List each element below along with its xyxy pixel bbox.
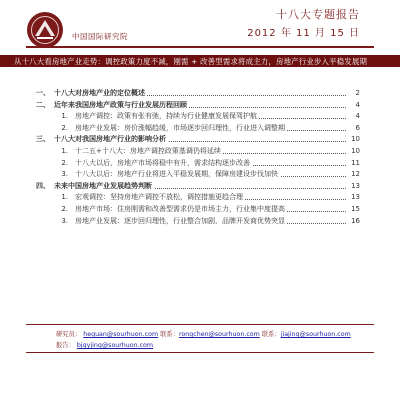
- toc-entry-number: 1.: [61, 147, 68, 155]
- toc-entry[interactable]: [0, 123, 400, 135]
- toc-entry-page: 4: [348, 111, 360, 122]
- toc-entry-number: 1.: [61, 112, 68, 121]
- report-type: 十八大专题报告: [276, 8, 360, 21]
- footer-researcher-label: 研究员：: [56, 331, 82, 338]
- toc-entry-number: 二、: [36, 100, 50, 109]
- toc-entry-number: 三、: [36, 135, 50, 144]
- toc-entry-number: 2.: [61, 158, 68, 167]
- toc-entry[interactable]: [0, 100, 400, 112]
- toc-entry-label: 十二五+十八大：房地产调控政策基调仍将延续: [75, 147, 221, 155]
- header-rule: [26, 46, 374, 48]
- report-date: 2012 年 11 月 15 日: [247, 28, 360, 39]
- toc-entry[interactable]: [0, 169, 400, 181]
- footer-contact-email[interactable]: heguan@sourhuon.com: [83, 331, 159, 338]
- toc-entry-label: 房地产业发展：房价涨幅趋缓，市场逐步回归理性，行业进入调整期: [75, 123, 285, 132]
- toc-entry-number: 2.: [61, 123, 68, 132]
- footer-contact-label: 联系：: [261, 331, 281, 338]
- toc-entry[interactable]: [0, 88, 400, 100]
- toc-entry-page: 11: [348, 158, 360, 169]
- toc-entry[interactable]: [0, 192, 400, 204]
- toc-entry-page: 4: [348, 100, 360, 111]
- toc-entry[interactable]: [0, 158, 400, 170]
- toc-entry-number: 2.: [61, 205, 68, 213]
- toc-entry-label: 房地产市场：住房刚需和改善型需求仍是市场主力，行业集中度提高: [75, 205, 285, 213]
- toc-entry-label: 房地产业发展：逐步回归理性，行业整合加剧，品牌开发商优势突显: [75, 216, 285, 225]
- footer-rule-top: [26, 324, 374, 325]
- toc-entry-page: 2: [348, 88, 360, 99]
- footer-contacts: [56, 330, 351, 339]
- toc-entry[interactable]: [0, 134, 400, 146]
- footer-contact-email[interactable]: jiajing@sourhuon.com: [280, 331, 351, 338]
- toc-entry-label: 十八大对我国房地产行业的影响分析: [54, 135, 166, 144]
- toc-entry-number: 3.: [61, 170, 68, 179]
- toc-entry-label: 近年来我国房地产政策与行业发展历程回顾: [54, 100, 187, 109]
- toc-entry[interactable]: [0, 204, 400, 216]
- toc-entry[interactable]: [0, 181, 400, 193]
- toc-entry-page: 12: [348, 169, 360, 180]
- toc-entry-number: 一、: [36, 89, 50, 97]
- toc-entry-label: 房地产调控：政策有张有弛，持续为行业健康发展保驾护航: [75, 112, 257, 121]
- toc-entry[interactable]: [0, 111, 400, 123]
- institute-name: 中国国际研究院: [72, 32, 128, 41]
- footer-contact-email[interactable]: rongchen@sourhuon.com: [179, 331, 260, 338]
- toc-entry-page: 13: [348, 181, 360, 192]
- toc-entry-label: 未来中国房地产业发展趋势判断: [54, 181, 152, 190]
- toc-entry-number: 1.: [61, 193, 68, 202]
- toc-entry-page: 10: [348, 146, 360, 157]
- footer-contact-label: 联系：: [160, 331, 179, 338]
- footer-report-contact: [56, 341, 153, 350]
- toc-entry-page: 13: [348, 192, 360, 203]
- toc-entry-page: 15: [348, 204, 360, 215]
- toc-entry[interactable]: [0, 146, 400, 158]
- report-title: 从十八大看房地产业走势：调控政策力度不减，刚需 + 改善型需求将成主力，房地产行业步入平稳发展期: [14, 57, 368, 66]
- toc-entry-label: 宏观调控：坚持房地产调控不放松，调控措施更趋合理: [75, 193, 243, 202]
- footer-report-label: 报告：: [56, 342, 75, 349]
- toc-entry-label: 十八大对房地产业的定位概述: [54, 89, 145, 97]
- toc-entry-number: 3.: [61, 216, 68, 225]
- toc-entry-page: 16: [348, 216, 360, 227]
- toc-entry-page: 10: [348, 134, 360, 145]
- toc-entry[interactable]: [0, 216, 400, 228]
- toc-entry-number: 四、: [36, 181, 50, 190]
- toc-entry-label: 十八大以后，房地产市场将稳中有升，需求结构逐步改善: [75, 158, 250, 167]
- institute-logo-icon: [26, 11, 64, 49]
- toc-entry-page: 6: [348, 123, 360, 134]
- toc-entry-label: 十八大以后：房地产行业将进入平稳发展期，保障房建设步伐加快: [75, 170, 278, 179]
- footer-rule-bottom: [26, 352, 374, 353]
- footer-report-email[interactable]: bjgyjing@sourhuon.com: [76, 342, 154, 349]
